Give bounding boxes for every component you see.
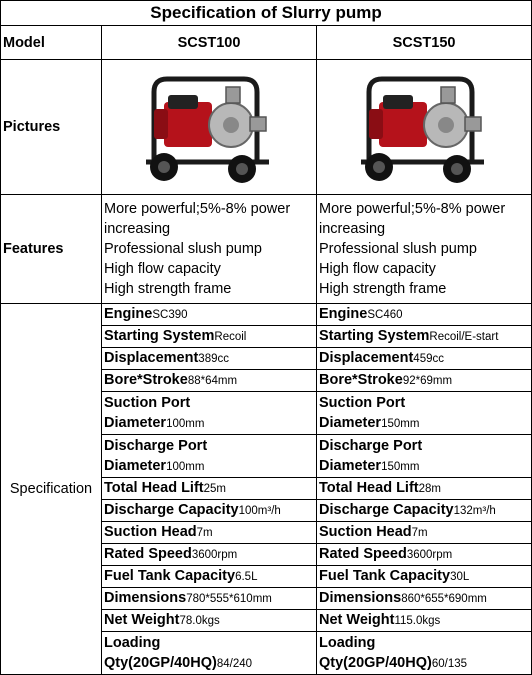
spec-label: Diameter (104, 457, 167, 474)
spec-cell (102, 435, 317, 478)
spec-label: Qty(20GP/40HQ) (104, 654, 217, 671)
spec-value: 92*69mm (402, 375, 453, 387)
spec-label: Fuel Tank Capacity (104, 568, 236, 584)
feature-item: More powerful;5%-8% power increasing (319, 201, 506, 237)
spec-label: Suction Head (319, 524, 412, 540)
spec-label: Total Head Lift (104, 480, 204, 496)
specification-label: Specification (1, 304, 102, 675)
spec-label: Qty(20GP/40HQ) (319, 654, 432, 671)
feature-item: High flow capacity (319, 261, 436, 277)
spec-value: SC390 (152, 309, 188, 321)
spec-cell (317, 544, 532, 566)
spec-label: Diameter (104, 414, 167, 431)
spec-value: 100m³/h (238, 505, 281, 517)
spec-label: Rated Speed (319, 546, 407, 562)
spec-value: 84/240 (216, 657, 253, 670)
spec-label: Starting System (319, 328, 430, 344)
suction-port (226, 87, 240, 103)
spec-cell (102, 544, 317, 566)
spec-cell (102, 304, 317, 326)
wheel-hub (158, 161, 170, 173)
pump-hub (223, 117, 239, 133)
spec-label: Engine (104, 306, 153, 322)
spec-cell (317, 348, 532, 370)
spec-value: 78.0kgs (179, 615, 220, 627)
spec-label: Displacement (104, 350, 199, 366)
suction-port (441, 87, 455, 103)
spec-label: Suction Port (319, 394, 406, 411)
feature-item: More powerful;5%-8% power increasing (104, 201, 291, 237)
spec-cell (102, 500, 317, 522)
spec-cell (317, 610, 532, 632)
spec-label: Discharge Capacity (104, 502, 239, 518)
recoil-cover (369, 109, 383, 139)
spec-value: 389cc (198, 353, 229, 365)
spec-cell (317, 522, 532, 544)
spec-cell (102, 632, 317, 675)
spec-row (1, 304, 532, 326)
wheel-hub (451, 163, 463, 175)
fuel-tank (383, 95, 413, 109)
spec-value: 6.5L (235, 571, 258, 583)
spec-cell (317, 370, 532, 392)
spec-cell (102, 610, 317, 632)
spec-label: Starting System (104, 328, 215, 344)
spec-value: 30L (450, 571, 470, 583)
model-label: Model (1, 26, 102, 60)
spec-label: Dimensions (104, 590, 187, 606)
spec-cell (102, 348, 317, 370)
features-label: Features (1, 195, 102, 304)
spec-label: Net Weight (104, 612, 180, 628)
spec-cell (317, 632, 532, 675)
spec-value: 25m (203, 483, 226, 495)
spec-cell (317, 304, 532, 326)
spec-value: 7m (411, 527, 428, 539)
discharge-port (465, 117, 481, 131)
spec-label: Net Weight (319, 612, 395, 628)
spec-value: 100mm (166, 417, 205, 430)
spec-cell (102, 370, 317, 392)
spec-cell (317, 435, 532, 478)
model-name-2: SCST150 (317, 26, 532, 60)
spec-label: Displacement (319, 350, 414, 366)
pump-image-1 (134, 67, 284, 187)
spec-value: 100mm (166, 460, 205, 473)
spec-label: Diameter (319, 457, 382, 474)
spec-label: Discharge Capacity (319, 502, 454, 518)
spec-label: Engine (319, 306, 368, 322)
spec-cell (102, 478, 317, 500)
pump-picture-cell-2 (317, 60, 532, 195)
spec-value: 3600rpm (406, 549, 453, 561)
spec-label: Discharge Port (104, 437, 208, 454)
spec-cell (102, 566, 317, 588)
pump-hub (438, 117, 454, 133)
fuel-tank (168, 95, 198, 109)
spec-cell (102, 588, 317, 610)
feature-item: Professional slush pump (319, 241, 477, 257)
spec-value: 860*655*690mm (401, 593, 487, 605)
spec-label: Discharge Port (319, 437, 423, 454)
spec-value: 115.0kgs (394, 615, 441, 627)
spec-cell (102, 522, 317, 544)
features-cell-1 (102, 195, 317, 304)
table-title: Specification of Slurry pump (1, 1, 532, 26)
feature-item: High flow capacity (104, 261, 221, 277)
spec-label: Bore*Stroke (319, 372, 403, 388)
spec-label: Fuel Tank Capacity (319, 568, 451, 584)
pump-picture-cell-1 (102, 60, 317, 195)
feature-item: High strength frame (319, 281, 447, 297)
spec-label: Dimensions (319, 590, 402, 606)
model-name-1: SCST100 (102, 26, 317, 60)
spec-value: 459cc (413, 353, 444, 365)
spec-value: 150mm (381, 460, 420, 473)
wheel-hub (236, 163, 248, 175)
spec-label: Diameter (319, 414, 382, 431)
spec-value: 780*555*610mm (186, 593, 272, 605)
spec-value: 60/135 (431, 657, 468, 670)
feature-item: Professional slush pump (104, 241, 262, 257)
spec-label: Bore*Stroke (104, 372, 188, 388)
discharge-port (250, 117, 266, 131)
spec-value: 132m³/h (453, 505, 496, 517)
pump-image-2 (349, 67, 499, 187)
spec-value: 7m (196, 527, 213, 539)
wheel-hub (373, 161, 385, 173)
spec-value: 28m (418, 483, 441, 495)
spec-label: Rated Speed (104, 546, 192, 562)
spec-value: 150mm (381, 417, 420, 430)
pictures-label: Pictures (1, 60, 102, 195)
features-cell-2 (317, 195, 532, 304)
spec-cell (317, 392, 532, 435)
spec-cell (317, 326, 532, 348)
spec-cell (317, 588, 532, 610)
recoil-cover (154, 109, 168, 139)
spec-value: Recoil/E-start (429, 331, 499, 343)
spec-value: SC460 (367, 309, 403, 321)
spec-label: Loading (104, 634, 161, 651)
feature-item: High strength frame (104, 281, 232, 297)
spec-cell (317, 566, 532, 588)
spec-cell (102, 392, 317, 435)
spec-value: 3600rpm (191, 549, 238, 561)
spec-label: Suction Port (104, 394, 191, 411)
spec-value: 88*64mm (187, 375, 238, 387)
spec-cell (317, 478, 532, 500)
spec-label: Total Head Lift (319, 480, 419, 496)
spec-cell (102, 326, 317, 348)
spec-label: Suction Head (104, 524, 197, 540)
spec-value: Recoil (214, 331, 247, 343)
spec-label: Loading (319, 634, 376, 651)
spec-cell (317, 500, 532, 522)
